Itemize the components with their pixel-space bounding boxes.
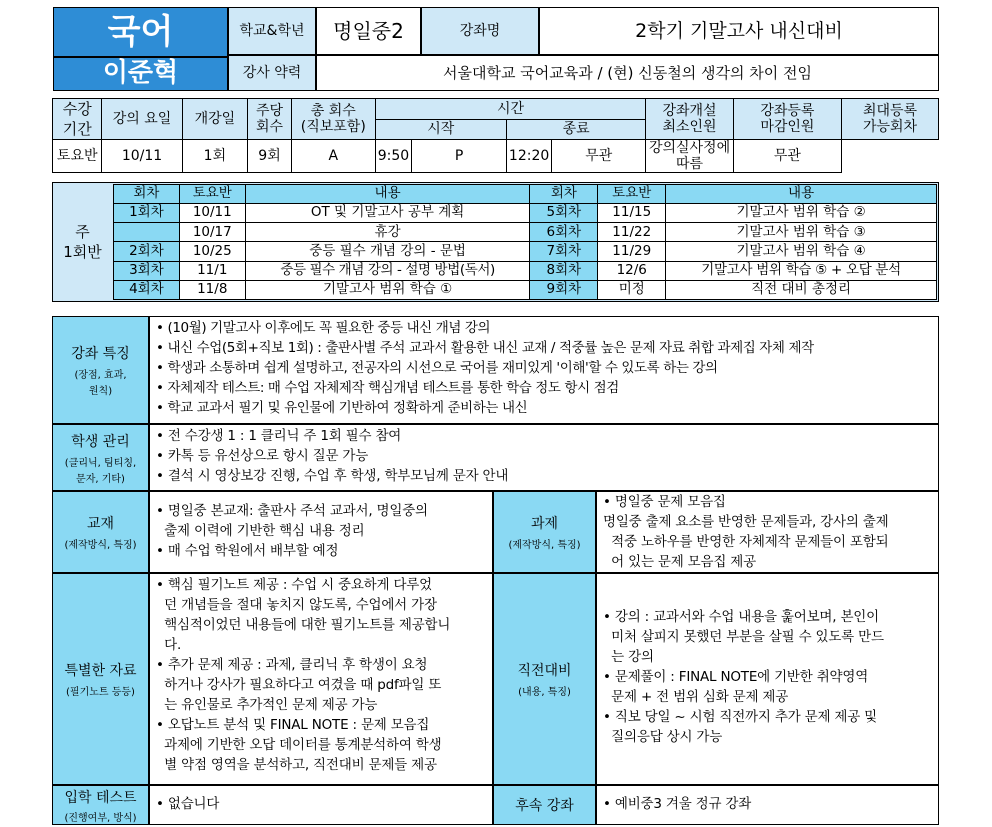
final-line: • 문제풀이 : FINAL NOTE에 기반한 취약영역 bbox=[603, 669, 869, 685]
date-cell: 11/1 bbox=[179, 261, 245, 280]
round-cell: 3회차 bbox=[114, 261, 180, 280]
final-content bbox=[596, 573, 939, 785]
features-item: • 학생과 소통하며 쉽게 설명하고, 전공자의 시선으로 국어를 재미있게 '이해'할 수 있도록 하는 강의 bbox=[156, 360, 718, 376]
final-line: 는 강의 bbox=[603, 649, 654, 665]
homework-line: • 명일중 문제 모음집 bbox=[603, 494, 726, 510]
textbook-line: • 매 수업 학원에서 배부할 예정 bbox=[156, 543, 339, 559]
header-close: 강좌등록 마감인원 bbox=[733, 99, 841, 140]
homework-content bbox=[596, 491, 939, 573]
final-label: 직전대비 (내용, 특징) bbox=[493, 573, 596, 785]
round-cell: 2회차 bbox=[114, 242, 180, 261]
textbook-line: 출제 이력에 기반한 핵심 내용 정리 bbox=[156, 523, 365, 539]
features-item: • (10월) 기말고사 이후에도 꼭 필요한 중등 내신 개념 강의 bbox=[156, 320, 491, 336]
features-label: 강좌 특징 (장점, 효과, 원칙) bbox=[52, 316, 149, 424]
round-cell: 9회차 bbox=[530, 280, 598, 299]
course-value: 2학기 기말고사 내신대비 bbox=[539, 7, 939, 55]
content-cell: 중등 필수 개념 강의 - 문법 bbox=[245, 242, 530, 261]
special-line: 핵심적이었던 내용들에 대한 필기노트를 제공합니 bbox=[156, 617, 451, 633]
date-cell: 미정 bbox=[598, 280, 666, 299]
schedule-row bbox=[114, 204, 937, 223]
special-line: 별 약점 영역을 분석하고, 직전대비 문제들 제공 bbox=[156, 757, 437, 773]
round-cell bbox=[114, 223, 180, 242]
content-cell: 기말고사 범위 학습 ① bbox=[245, 280, 530, 299]
features-item: • 내신 수업(5회+직보 1회) : 출판사별 주석 교과서 활용한 내신 교재 / 적중률 높은 문제 자료 취합 과제집 자체 제작 bbox=[156, 340, 814, 356]
features-item: • 학교 교과서 필기 및 유인물에 기반하여 정확하게 준비하는 내신 bbox=[156, 400, 528, 416]
schedule-row bbox=[114, 280, 937, 299]
value-total: 9회 bbox=[248, 140, 292, 173]
textbook-line: • 명일중 본교재: 출판사 주석 교과서, 명일중의 bbox=[156, 503, 428, 519]
final-line: 질의응답 상시 가능 bbox=[603, 729, 723, 745]
schedule-row bbox=[114, 223, 937, 242]
teacher-name: 이준혁 bbox=[53, 57, 228, 91]
homework-line: 명일중 출제 요소를 반영한 문제들과, 강사의 출제 bbox=[603, 514, 889, 530]
date-cell: 11/22 bbox=[598, 223, 666, 242]
round-cell: 5회차 bbox=[530, 204, 598, 223]
header-total: 총 회수 (직보포함) bbox=[291, 99, 375, 140]
content-cell: OT 및 기말고사 공부 계획 bbox=[245, 204, 530, 223]
content-cell: 기말고사 범위 학습 ③ bbox=[666, 223, 937, 242]
date-cell: 10/11 bbox=[179, 204, 245, 223]
value-time-end: 12:20 bbox=[506, 140, 551, 173]
content-cell: 중등 필수 개념 강의 - 설명 방법(독서) bbox=[245, 261, 530, 280]
special-line: 하거나 강사가 필요하다고 여겼을 때 pdf파일 또 bbox=[156, 677, 442, 693]
followup-content bbox=[596, 785, 939, 825]
date-cell: 12/6 bbox=[598, 261, 666, 280]
special-line: 는 유인물로 추가적인 문제 제공 가능 bbox=[156, 697, 378, 713]
schedule-row bbox=[114, 261, 937, 280]
features-content bbox=[149, 316, 939, 424]
header-start: 개강일 bbox=[182, 99, 248, 140]
homework-label: 과제 (제작방식, 특징) bbox=[493, 491, 596, 573]
schedule-label: 주 1회반 bbox=[63, 223, 102, 261]
round-cell: 7회차 bbox=[530, 242, 598, 261]
round-cell: 1회차 bbox=[114, 204, 180, 223]
header-weekly: 주당 회수 bbox=[248, 99, 292, 140]
schedule-h-content: 내용 bbox=[245, 185, 530, 204]
value-day: 토요반 bbox=[53, 140, 102, 173]
bio-label: 강사 약력 bbox=[228, 55, 316, 91]
header-day: 강의 요일 bbox=[102, 99, 182, 140]
final-line: • 강의 : 교과서와 수업 내용을 훑어보며, 본인이 bbox=[603, 609, 879, 625]
content-cell: 기말고사 범위 학습 ② bbox=[666, 204, 937, 223]
header-min: 강좌개설 최소인원 bbox=[646, 99, 733, 140]
content-cell: 직전 대비 총정리 bbox=[666, 280, 937, 299]
date-cell: 11/29 bbox=[598, 242, 666, 261]
round-cell: 4회차 bbox=[114, 280, 180, 299]
value-time-start: 9:50 bbox=[375, 140, 411, 173]
entrance-label: 입학 테스트 (진행여부, 방식) bbox=[52, 785, 149, 825]
entrance-content bbox=[149, 785, 493, 825]
subject-title: 국어 bbox=[53, 7, 228, 57]
content-cell: 기말고사 범위 학습 ⑤ + 오답 분석 bbox=[666, 261, 937, 280]
final-line: 미처 살피지 못했던 부분을 살필 수 있도록 만드 bbox=[603, 629, 884, 645]
content-cell: 기말고사 범위 학습 ④ bbox=[666, 242, 937, 261]
header-time: 시간 bbox=[375, 99, 646, 120]
value-close: 강의실사정에따름 bbox=[646, 140, 733, 173]
homework-line: 어 있는 문제 모음집 제공 bbox=[603, 554, 756, 570]
schedule-h-day: 토요반 bbox=[179, 185, 245, 204]
value-start: 10/11 bbox=[102, 140, 182, 173]
value-am: A bbox=[291, 140, 375, 173]
special-line: 던 개념들을 절대 놓치지 않도록, 수업에서 가장 bbox=[156, 597, 437, 613]
special-content bbox=[149, 573, 493, 785]
special-line: • 추가 문제 제공 : 과제, 클리닉 후 학생이 요청 bbox=[156, 657, 428, 673]
special-line: • 오답노트 분석 및 FINAL NOTE : 문제 모음집 bbox=[156, 717, 430, 733]
schedule-header-row bbox=[114, 185, 937, 204]
value-pm: P bbox=[412, 140, 507, 173]
schedule-h-round: 회차 bbox=[114, 185, 180, 204]
followup-value: • 예비중3 겨울 정규 강좌 bbox=[603, 796, 752, 812]
bio-value: 서울대학교 국어교육과 / (현) 신동철의 생각의 차이 전임 bbox=[316, 55, 939, 91]
round-cell: 8회차 bbox=[530, 261, 598, 280]
date-cell: 10/17 bbox=[179, 223, 245, 242]
header-time-start: 시작 bbox=[375, 119, 506, 140]
schedule-h-content-2: 내용 bbox=[666, 185, 937, 204]
course-label: 강좌명 bbox=[421, 7, 539, 55]
final-line: 문제 + 전 범위 심화 문제 제공 bbox=[603, 689, 789, 705]
date-cell: 11/15 bbox=[598, 204, 666, 223]
followup-label: 후속 강좌 bbox=[493, 785, 596, 825]
period-table bbox=[52, 98, 939, 173]
features-item: • 자체제작 테스트: 매 수업 자체제작 핵심개념 테스트를 통한 학습 정도 항시 점검 bbox=[156, 380, 619, 396]
management-content bbox=[149, 424, 939, 491]
date-cell: 11/8 bbox=[179, 280, 245, 299]
header-max: 최대등록 가능회차 bbox=[842, 99, 939, 140]
final-line: • 직보 당일 ~ 시험 직전까지 추가 문제 제공 및 bbox=[603, 709, 877, 725]
special-line: • 핵심 필기노트 제공 : 수업 시 중요하게 다루었 bbox=[156, 577, 432, 593]
special-line: 다. bbox=[156, 637, 182, 653]
date-cell: 10/25 bbox=[179, 242, 245, 261]
management-item: • 전 수강생 1 : 1 클리닉 주 1회 필수 참여 bbox=[156, 428, 402, 444]
textbook-content bbox=[149, 491, 493, 573]
school-value: 명일중2 bbox=[316, 7, 421, 55]
special-label: 특별한 자료 (필기노트 등등) bbox=[52, 573, 149, 785]
management-label: 학생 관리 (클리닉, 팀티칭, 문자, 기타) bbox=[52, 424, 149, 491]
schedule-table bbox=[113, 184, 937, 300]
value-weekly: 1회 bbox=[182, 140, 248, 173]
school-label: 학교&학년 bbox=[228, 7, 316, 55]
textbook-label: 교재 (제작방식, 특징) bbox=[52, 491, 149, 573]
round-cell: 6회차 bbox=[530, 223, 598, 242]
entrance-value: • 없습니다 bbox=[156, 796, 220, 812]
schedule-h-round-2: 회차 bbox=[530, 185, 598, 204]
value-max: 무관 bbox=[733, 140, 841, 173]
period-label: 수강 기간 bbox=[53, 99, 102, 140]
schedule-h-day-2: 토요반 bbox=[598, 185, 666, 204]
homework-line: 적중 노하우를 반영한 자체제작 문제들이 포함되 bbox=[603, 534, 889, 550]
management-item: • 카톡 등 유선상으로 항시 질문 가능 bbox=[156, 448, 369, 464]
schedule-row bbox=[114, 242, 937, 261]
value-min: 무관 bbox=[552, 140, 646, 173]
special-line: 과제에 기반한 오답 데이터를 통계분석하여 학생 bbox=[156, 737, 442, 753]
management-item: • 결석 시 영상보강 진행, 수업 후 학생, 학부모님께 문자 안내 bbox=[156, 468, 509, 484]
header-time-end: 종료 bbox=[506, 119, 645, 140]
content-cell: 휴강 bbox=[245, 223, 530, 242]
